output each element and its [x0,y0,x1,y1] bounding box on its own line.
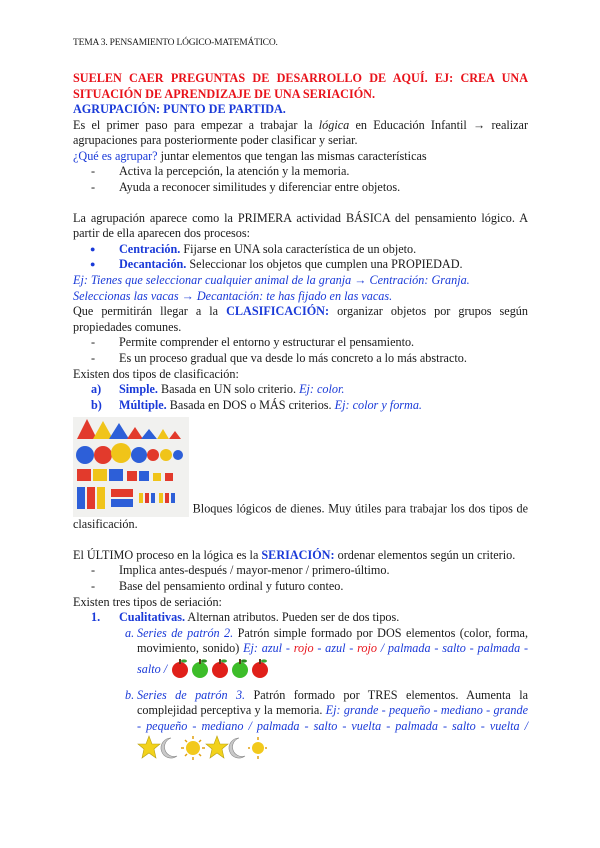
agrupacion-processes-paragraph: La agrupación aparece como la PRIMERA actividad BÁSICA del pensamiento lógico. A partir de ella aparecen dos procesos: [73,210,528,241]
seriacion-types-intro: Existen tres tipos de seriación: [73,594,222,609]
agrupacion-question: ¿Qué es agrupar? juntar elementos que tengan las mismas características [73,148,427,163]
example-line: Ej: Tienes que seleccionar cualquier animal de la granja → Centración: Granja. [73,272,470,287]
page-header: TEMA 3. PENSAMIENTO LÓGICO-MATEMÁTICO. [73,38,278,48]
serie-patron-2: a. Series de patrón 2. Patrón simple formado por DOS elementos (color, forma, movimiento, sonido) Ej: azul - rojo - azul - rojo / palmada - salto - palmada - salto / [73,626,528,684]
apple-series-image [170,657,280,684]
list-item: - Permite comprender el entorno y estructurar el pensamiento. [73,335,528,351]
list-item: - Activa la percepción, la atención y la memoria. [73,164,528,180]
list-item: - Implica antes-después / mayor-menor / primero-último. [73,563,528,579]
agrupacion-paragraph: Es el primer paso para empezar a trabajar la lógica en Educación Infantil → realizar agrupaciones para posteriormente poder clasificar y seriar. [73,117,529,148]
list-item: - Es un proceso gradual que va desde lo más concreto a lo más abstracto. [73,351,528,367]
serie-patron-3: b. Series de patrón 3. Patrón formado por TRES elementos. Aumenta la complejidad perceptiva y la memoria. Ej: grande - pequeño - mediano - grande - pequeño - mediano / palmada - salto - vuelta - palmada - salto - vuelta / [73,688,528,767]
clasificacion-multiple: b) Múltiple. Basada en DOS o MÁS criterios. Ej: color y forma. [91,397,422,412]
list-item: - Base del pensamiento ordinal y futuro conteo. [73,579,528,595]
dienes-figure [73,417,528,533]
bullet-centracion: ● Centración. Fijarse en UNA sola característica de un objeto. [73,242,528,258]
bullet-decantacion: ● Decantación. Seleccionar los objetos que cumplen una PROPIEDAD. [73,257,528,273]
clasificacion-types-intro: Existen dos tipos de clasificación: [73,366,239,381]
seriacion-cualitativas: 1. Cualitativas. Alternan atributos. Pueden ser de dos tipos. [91,610,400,625]
section-title-agrupacion: AGRUPACIÓN: PUNTO DE PARTIDA. [73,102,286,116]
sun-moon-star-series-image [137,734,267,767]
seriacion-paragraph: El ÚLTIMO proceso en la lógica es la SERIACIÓN: ordenar elementos según un criterio. [73,547,516,562]
clasificacion-simple: a) Simple. Basada en UN solo criterio. Ej: color. [91,382,345,397]
exam-warning: SUELEN CAER PREGUNTAS DE DESARROLLO DE AQUÍ. EJ: CREA UNA SITUACIÓN DE APRENDIZAJE DE UNA SERIACIÓN. [73,71,528,101]
clasificacion-paragraph: Que permitirán llegar a la CLASIFICACIÓN: organizar objetos por grupos según propiedades comunes. [73,304,528,334]
example-line: Seleccionas las vacas → Decantación: te has fijado en las vacas. [73,288,393,303]
dienes-blocks-image [73,417,189,517]
document-body [73,70,528,767]
dienes-caption: Bloques lógicos de dienes. Muy útiles para trabajar los dos tipos de clasificación. [73,501,528,532]
list-item: - Ayuda a reconocer similitudes y diferenciar entre objetos. [73,180,528,196]
